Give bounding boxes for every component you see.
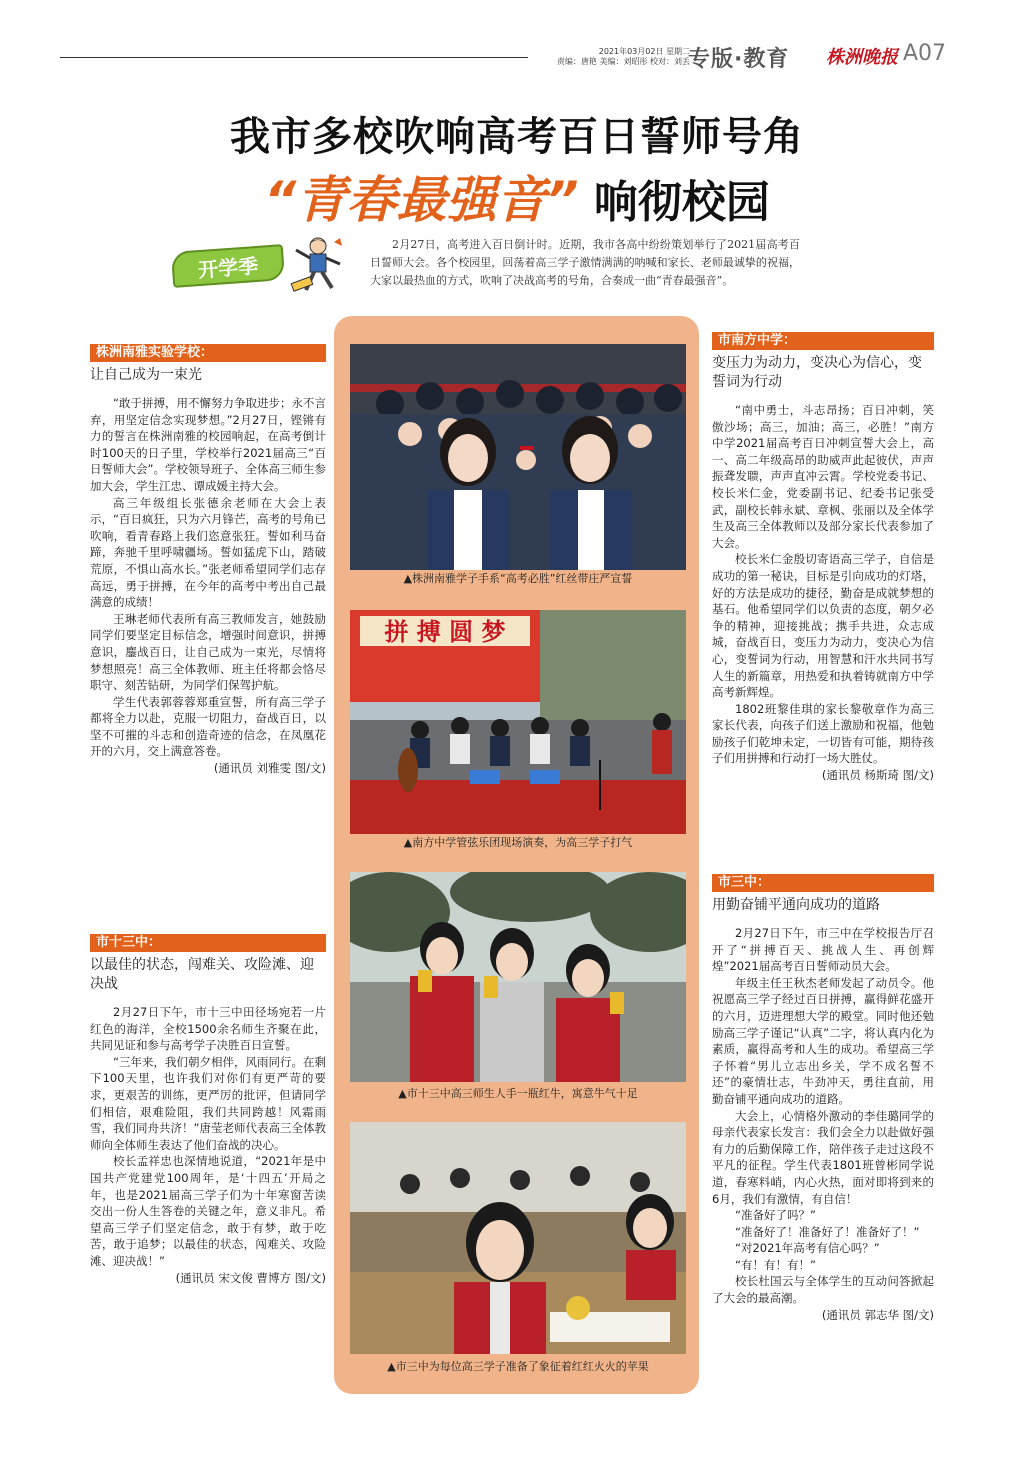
staff-credits: 责编：唐艳 美编：刘昭彤 校对：刘丢 xyxy=(556,57,690,66)
headline-main: 我市多校吹响高考百日誓师号角 xyxy=(230,114,804,160)
newspaper-logo: 株洲晚报 xyxy=(826,47,898,68)
article-subhead: 以最佳的状态，闯难关、攻险滩、迎决战 xyxy=(90,957,314,992)
issue-date: 2021年03月02日 星期二 xyxy=(598,47,690,56)
section-title: 专版·教育 xyxy=(688,47,790,72)
article-body xyxy=(90,1004,326,1286)
photo-caption: ▲株洲南雅学子手系“高考必胜”红丝带庄严宣誓 xyxy=(403,572,633,585)
headline-emphasis: “青春最强音” xyxy=(264,171,579,229)
kaixue-badge xyxy=(172,236,354,296)
intro-paragraph: 2月27日，高考进入百日倒计时。近期，我市各高中纷纷策划举行了2021届高考百日誓师大会。各个校园里，回荡着高三学子激情满满的呐喊和家长、老师最诚挚的祝福，大家以最热血的方式，吹响了决战高考的号角，合奏成一曲“青春最强音”。 xyxy=(370,238,800,287)
headline-sub-rest: 响彻校园 xyxy=(593,177,770,228)
paragraph: 校长米仁金殷切寄语高三学子，自信是成功的第一秘诀，目标是引向成功的灯塔，好的方法是成功的捷径，勤奋是成就梦想的基石。他希望同学们以负责的态度，朝夕必争的精神，迎接挑战；携手共进，众志成城，奋战百日，变压力为动力，变决心为信心，变誓词为行动，用智慧和汗水共同书写人生的新篇章，用热爱和执着铸就南方中学高考新辉煌。 xyxy=(712,552,934,700)
article-shisan xyxy=(90,934,326,1286)
article-subhead: 变压力为动力，变决心为信心，变誓词为行动 xyxy=(712,355,922,390)
paragraph: 校长孟祥忠也深情地说道，“2021年是中国共产党建党100周年，是‘十四五’开局之年，也是2021届高三学子们为十年寒窗苦读交出一份人生答卷的关键之年，意义非凡。希望高三学子们坚定信念，敢于有梦，敢于吃苦，敢于追梦；以最佳的状态，闯难关、攻险滩、迎决战！” xyxy=(90,1154,326,1268)
paragraph: 2月27日下午，市三中在学校报告厅召开了“拼搏百天、挑战人生、再创辉煌”2021届高考百日誓师动员大会。 xyxy=(712,926,934,974)
paragraph: 1802班黎佳琪的家长黎敬章作为高三家长代表，向孩子们送上激励和祝福，他勉励孩子们乾坤未定，一切皆有可能，期待孩子们用拼搏和行动打一场大胜仗。 xyxy=(712,701,934,766)
paragraph: 年级主任王秋杰老师发起了动员令。他祝愿高三学子经过百日拼搏，赢得鲜花盛开的六月，迈进理想大学的殿堂。同时他还勉励高三学子谨记“认真”二字，将认真内化为素质，赢得高考和人生的成功。希望高三学子怀着“男儿立志出乡关，学不成名誓不还”的豪情壮志，牛劲冲天，勇往直前，用勤奋铺平通向成功的道路。 xyxy=(712,975,934,1106)
photo-caption: ▲市三中为每位高三学子准备了象征着红红火火的苹果 xyxy=(387,1360,649,1373)
paragraph: “对2021年高考有信心吗？” xyxy=(735,1241,880,1256)
tag-text: 市南方中学： xyxy=(718,333,797,348)
photo-nanya-oath xyxy=(350,344,686,570)
banner-text: 拼 搏 圆 梦 xyxy=(384,617,506,646)
photo-sanzhong-apples xyxy=(350,1122,686,1354)
paragraph: 王琳老师代表所有高三教师发言，她鼓励同学们要坚定目标信念，增强时间意识，拼搏意识，鏖战百日，让自己成为一束光，尽情将梦想照亮！高三全体教师、班主任将都会恪尽职守、刻苦钻研，为同学们保驾护航。 xyxy=(90,611,326,693)
article-body xyxy=(90,395,326,777)
photo-nanfang-orchestra xyxy=(350,610,686,834)
paragraph: “有！有！有！” xyxy=(735,1257,816,1272)
article-tag xyxy=(90,934,326,952)
paragraph: “准备好了吗？” xyxy=(735,1208,816,1223)
photo-caption: ▲南方中学管弦乐团现场演奏，为高三学子打气 xyxy=(403,836,633,849)
article-tag xyxy=(90,344,326,362)
byline: (通讯员 郭志华 图/文) xyxy=(821,1307,934,1322)
paragraph: “南中勇士，斗志昂扬；百日冲刺，笑傲沙场；高三，加油；高三，必胜！”南方中学2021届高考百日冲刺宣誓大会上，高一、高二年级高昂的助威声此起彼伏，声声振聋发聩，声声直冲云霄。学校党委书记、校长米仁金，党委副书记、纪委书记张受武，副校长韩永斌、章枫、张丽以及全体学生及高三全体教师以及部分家长代表参加了大会。 xyxy=(712,403,934,550)
tag-text: 市十三中： xyxy=(96,935,162,950)
article-subhead: 用勤奋铺平通向成功的道路 xyxy=(712,897,880,913)
byline: (通讯员 杨斯琦 图/文) xyxy=(821,768,934,783)
paragraph: “三年来，我们朝夕相伴，风雨同行。在剩下100天里，也许我们对你们有更严苛的要求，更艰苦的训练，更严厉的批评，但请同学们相信，艰难险阻，我们共同跨越！风霜雨雪，我们同舟共济！”唐莹老师代表高三全体教师向全体师生表达了他们奋战的决心。 xyxy=(90,1054,326,1152)
article-tag xyxy=(712,332,934,350)
student-figure-icon xyxy=(290,236,346,294)
article-body xyxy=(712,402,934,784)
header-meta xyxy=(540,47,690,67)
byline: (通讯员 宋文俊 曹博方 图/文) xyxy=(175,1270,326,1285)
byline: (通讯员 刘雅雯 图/文) xyxy=(213,761,326,776)
paragraph: 2月27日下午，市十三中田径场宛若一片红色的海洋，全校1500余名师生齐聚在此，共同见证和参与高考学子决胜百日宣誓。 xyxy=(90,1005,326,1053)
headline-sub xyxy=(0,160,1034,232)
article-nanya xyxy=(90,344,326,777)
paragraph: “敢于拼搏，用不懈努力争取进步；永不言弃，用坚定信念实现梦想。”2月27日，铿锵有力的誓言在株洲南雅的校园响起，在高考倒计时100天的日子里，学校举行2021届高三“百日誓师大会”。学校领导班子、全体高三师生参加大会，学生江忠、谭成媛主持大会。 xyxy=(90,396,326,493)
article-tag xyxy=(712,874,934,892)
tag-text: 市三中： xyxy=(718,875,771,890)
paragraph: 校长杜国云与全体学生的互动问答掀起了大会的最高潮。 xyxy=(712,1274,934,1306)
article-body xyxy=(712,925,934,1323)
photo-caption: ▲市十三中高三师生人手一瓶红牛，寓意牛气十足 xyxy=(398,1087,638,1100)
paragraph: “准备好了！准备好了！准备好了！” xyxy=(735,1224,920,1239)
tag-text: 株洲南雅实验学校： xyxy=(96,345,214,360)
badge-label: 开学季 xyxy=(171,244,285,288)
article-sanzhong xyxy=(712,874,934,1323)
article-nanfang xyxy=(712,332,934,784)
paragraph: 高三年级组长张德余老师在大会上表示，“百日疯狂，只为六月锋芒，高考的号角已吹响，看青春路上我们恣意张狂。誓如利马奋蹄，奔驰千里呼啸疆场。誓如猛虎下山，踏破荒原，不惧山高水长。”张老师希望同学们志存高远，勇于拼搏，在今年的高考中考出自己最满意的成绩！ xyxy=(90,495,326,610)
article-subhead: 让自己成为一束光 xyxy=(90,367,202,383)
header-rule xyxy=(60,57,528,58)
photo-shisan-redbull xyxy=(350,872,686,1082)
page-number: A07 xyxy=(903,41,947,66)
paragraph: 学生代表郭蓉蓉郑重宣誓，所有高三学子都将全力以赴，克服一切阻力，奋战百日，以坚不可摧的斗志和创造奇迹的信念，在凤凰花开的六月，交上满意答卷。 xyxy=(90,694,326,759)
paragraph: 大会上，心情格外激动的李佳璐同学的母亲代表家长发言：我们会全力以赴做好强有力的后勤保障工作，陪伴孩子走过这段不平凡的征程。学生代表1801班曾彬同学说道，春寒料峭，内心火热，面对即将到来的6月，我们有激情，有自信！ xyxy=(712,1108,934,1206)
